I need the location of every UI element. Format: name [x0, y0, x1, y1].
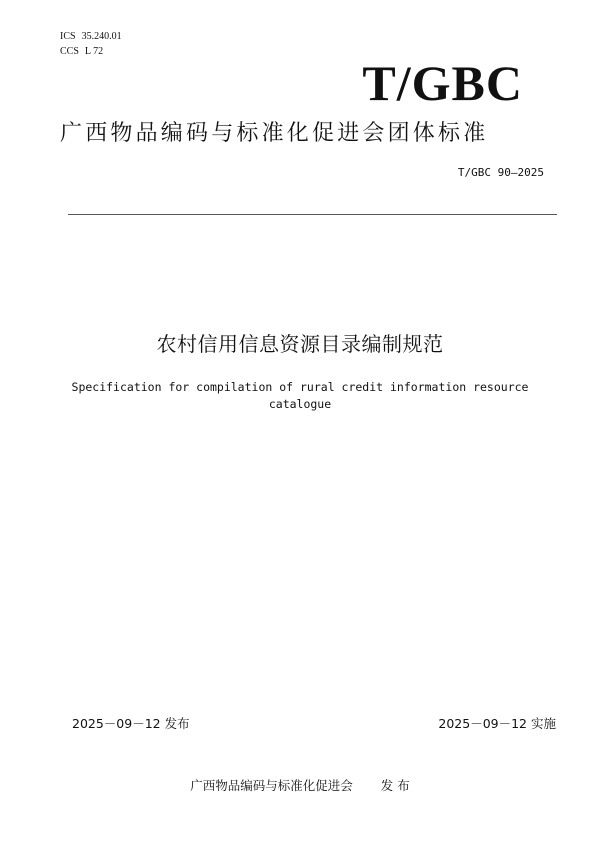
classification-codes [60, 29, 122, 59]
issuer-line [0, 776, 600, 794]
release-date: 2025－09－12 发布 [72, 716, 190, 731]
issuer-name: 广西物品编码与标准化促进会 [190, 778, 353, 793]
header-divider [68, 214, 557, 215]
implementation-date: 2025－09－12 实施 [438, 716, 556, 731]
issuer-action: 发 布 [380, 778, 410, 793]
ccs-label: CCS [60, 46, 79, 57]
standard-number: T/GBC 90—2025 [457, 166, 544, 179]
org-standard-title: 广西物品编码与标准化促进会团体标准 [60, 121, 489, 146]
ics-code [60, 29, 122, 44]
document-title: 农村信用信息资源目录编制规范 [156, 332, 444, 356]
ics-value: 35.240.01 [81, 31, 122, 42]
standard-logo: T/GBC [362, 55, 523, 111]
ccs-value: L 72 [84, 46, 104, 57]
ccs-code [60, 44, 122, 59]
ics-label: ICS [60, 31, 76, 42]
document-english-title: Specification for compilation of rural credit information resource catalogue [71, 380, 529, 411]
